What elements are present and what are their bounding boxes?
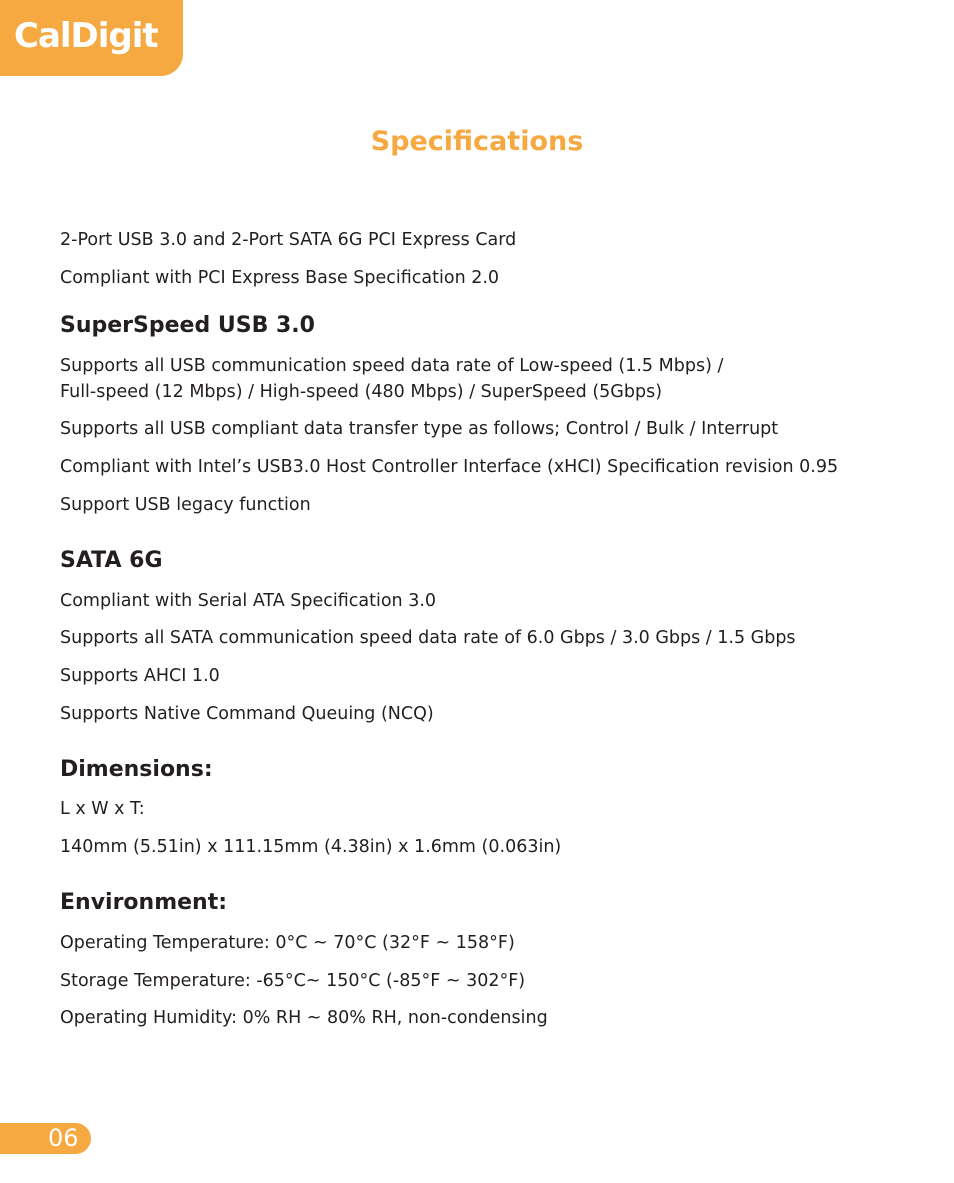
sata-line: Supports AHCI 1.0 [60, 666, 220, 686]
sata-heading: SATA 6G [60, 548, 163, 573]
dimensions-line: L x W x T: [60, 799, 145, 819]
sata-line: Supports Native Command Queuing (NCQ) [60, 704, 434, 724]
page-title: Specifications [370, 126, 584, 157]
usb-line: Support USB legacy function [60, 495, 311, 515]
usb-line: Full-speed (12 Mbps) / High-speed (480 Mbps) / SuperSpeed (5Gbps) [60, 382, 663, 402]
environment-line: Operating Temperature: 0°C ~ 70°C (32°F ~ 158°F) [60, 933, 515, 953]
usb-heading: SuperSpeed USB 3.0 [60, 313, 315, 338]
environment-heading: Environment: [60, 890, 228, 915]
usb-line: Supports all USB communication speed data rate of Low-speed (1.5 Mbps) / [60, 356, 724, 376]
sata-line: Supports all SATA communication speed data rate of 6.0 Gbps / 3.0 Gbps / 1.5 Gbps [60, 628, 796, 648]
environment-line: Operating Humidity: 0% RH ~ 80% RH, non-condensing [60, 1008, 548, 1028]
usb-line: Supports all USB compliant data transfer type as follows; Control / Bulk / Interrupt [60, 419, 779, 439]
caldigit-logo: CalDigit [14, 16, 158, 56]
intro-line: 2-Port USB 3.0 and 2-Port SATA 6G PCI Express Card [60, 230, 517, 250]
logo-tab [0, 0, 183, 76]
intro-line: Compliant with PCI Express Base Specification 2.0 [60, 268, 500, 288]
usb-line: Compliant with Intel’s USB3.0 Host Controller Interface (xHCI) Specification revision 0.95 [60, 457, 839, 477]
sata-line: Compliant with Serial ATA Specification 3.0 [60, 591, 437, 611]
dimensions-line: 140mm (5.51in) x 111.15mm (4.38in) x 1.6mm (0.063in) [60, 837, 562, 857]
dimensions-heading: Dimensions: [60, 757, 213, 782]
page-number: 06 [48, 1124, 79, 1152]
environment-line: Storage Temperature: -65°C~ 150°C (-85°F ~ 302°F) [60, 971, 526, 991]
